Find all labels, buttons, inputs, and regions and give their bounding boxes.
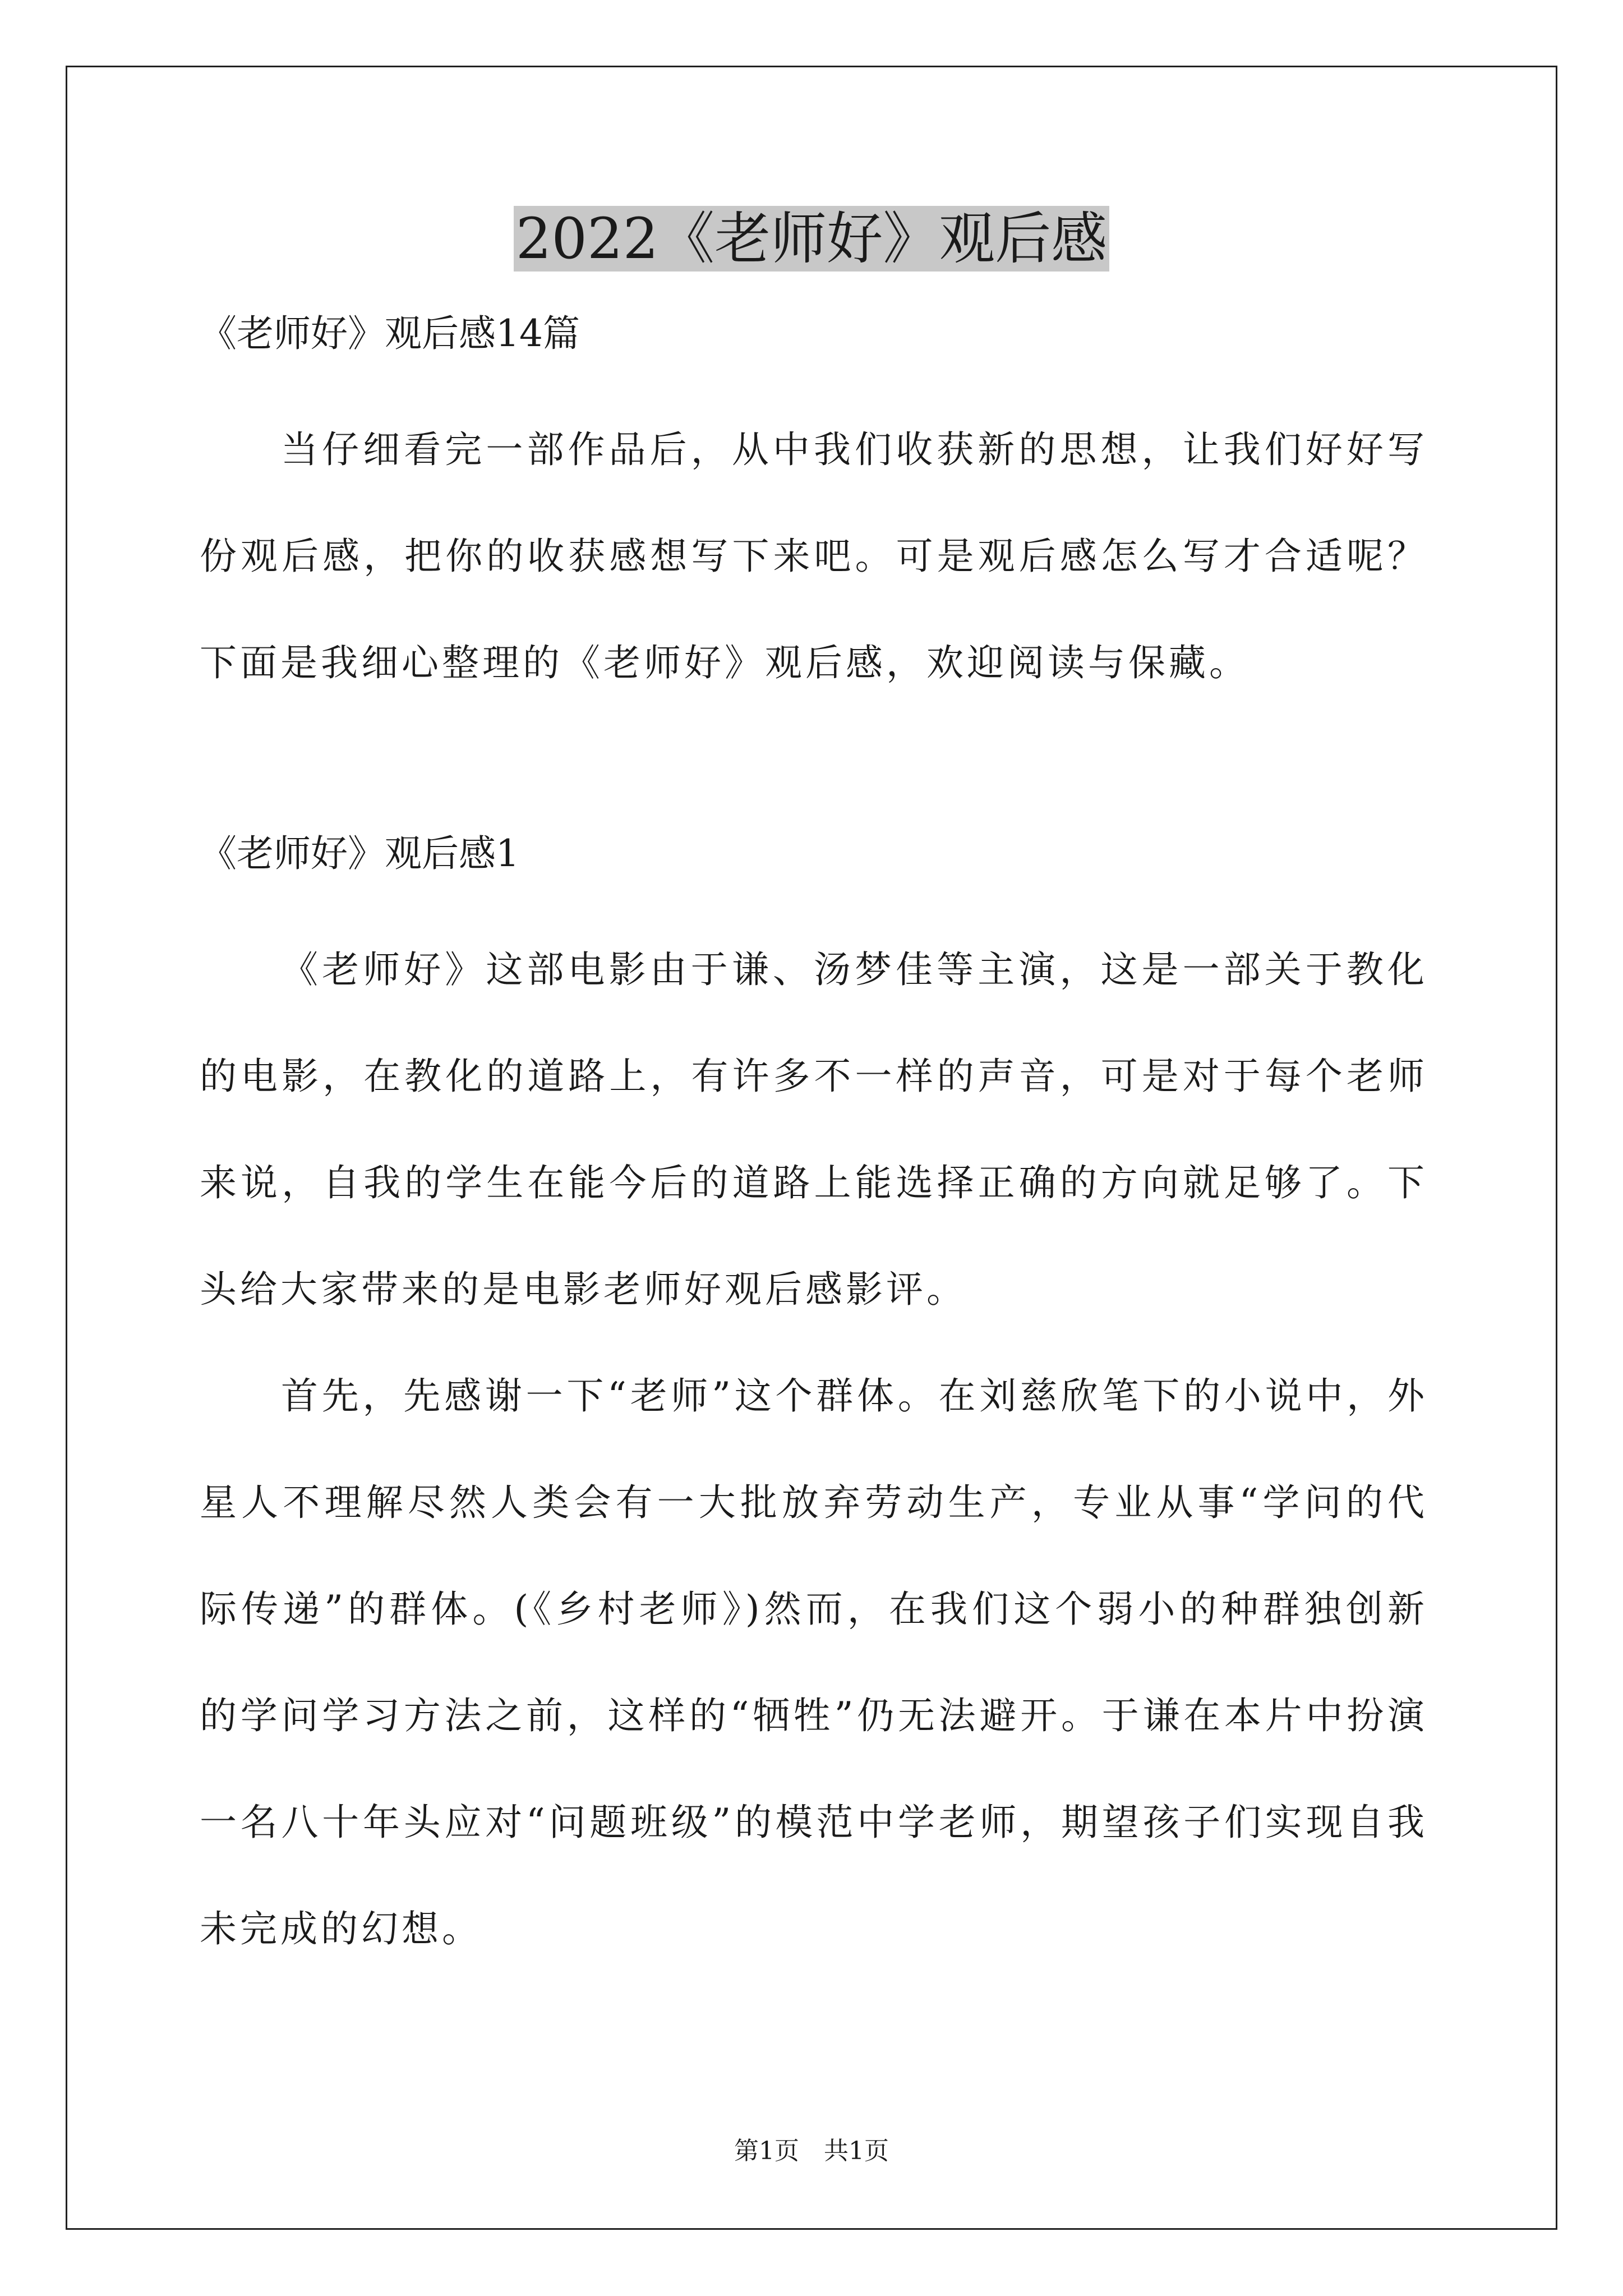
body-paragraph: 首先，先感谢一下“老师”这个群体。在刘慈欣笔下的小说中，外星人不理解尽然人类会有一大批放弃劳动生产，专业从事“学问的代际传递”的群体。(《乡村老师》)然而，在我们这个弱小的种群独创新的学问学习方法之前，这样的“牺牲”仍无法避开。于谦在本片中扮演一名八十年头应对“问题班级”的模范中学老师，期望孩子们实现自我未完成的幻想。 [200,1374,1428,1950]
section-heading: 《老师好》观后感1 [200,832,519,875]
body-paragraph: 《老师好》这部电影由于谦、汤梦佳等主演，这是一部关于教化的电影，在教化的道路上，有许多不一样的声音，可是对于每个老师来说，自我的学生在能今后的道路上能选择正确的方向就足够了。下头给大家带来的是电影老师好观后感影评。 [200,948,1428,1311]
spacer [200,882,1428,917]
document-body [200,306,1428,1982]
document-title [0,200,1623,278]
collection-subheading: 《老师好》观后感14篇 [200,312,580,355]
intro-paragraph: 当仔细看完一部作品后，从中我们收获新的思想，让我们好好写份观后感，把你的收获感想写下来吧。可是观后感怎么写才合适呢？下面是我细心整理的《老师好》观后感，欢迎阅读与保藏。 [200,428,1428,684]
page-footer: 第1页 共1页 [734,2137,889,2165]
spacer [200,362,1428,397]
spacer [200,716,1428,826]
title-text: 2022《老师好》观后感 [514,206,1110,272]
